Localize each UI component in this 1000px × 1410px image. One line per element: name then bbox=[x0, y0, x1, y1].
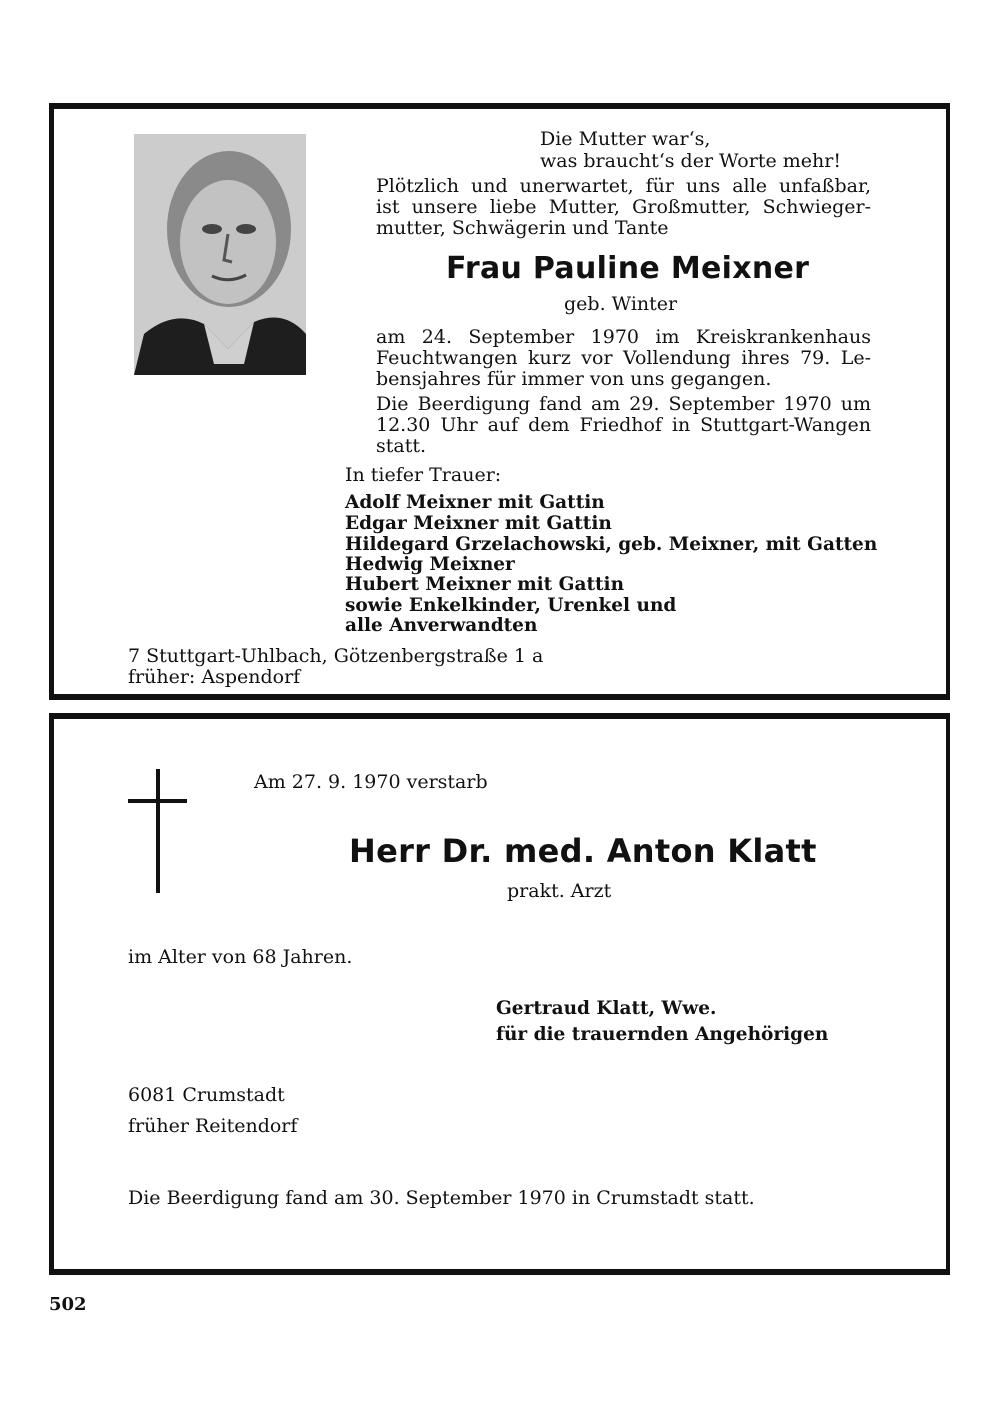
intro-line: Plötzlich und unerwartet, für uns alle unfaßbar, bbox=[376, 175, 871, 197]
death-text-line: am 24. September 1970 im Kreiskrankenhaus bbox=[376, 326, 871, 348]
address-line: früher: Aspendorf bbox=[128, 666, 301, 688]
mourner: alle Anverwandten bbox=[345, 615, 538, 636]
mourning-label: In tiefer Trauer: bbox=[345, 464, 502, 486]
obituary-notice-meixner bbox=[49, 103, 950, 700]
cross-icon-vertical bbox=[156, 769, 160, 893]
mourner: sowie Enkelkinder, Urenkel und bbox=[345, 595, 677, 616]
funeral-text: Die Beerdigung fand am 30. September 1970 in Crumstadt statt. bbox=[128, 1187, 755, 1209]
address-line: früher Reitendorf bbox=[128, 1115, 298, 1137]
funeral-text-line: 12.30 Uhr auf dem Friedhof in Stuttgart-Wangen bbox=[376, 414, 871, 436]
address-line: 7 Stuttgart-Uhlbach, Götzenbergstraße 1 a bbox=[128, 645, 544, 667]
mourner: Edgar Meixner mit Gattin bbox=[345, 513, 612, 534]
page-number: 502 bbox=[49, 1294, 87, 1315]
mourner: Adolf Meixner mit Gattin bbox=[345, 492, 605, 513]
intro-line: ist unsere liebe Mutter, Großmutter, Schwieger- bbox=[376, 196, 871, 218]
funeral-text-line: Die Beerdigung fand am 29. September 1970 um bbox=[376, 393, 871, 415]
signatory: Gertraud Klatt, Wwe. bbox=[496, 998, 717, 1019]
profession: prakt. Arzt bbox=[507, 880, 612, 902]
mourner: Hedwig Meixner bbox=[345, 554, 515, 575]
signatory: für die trauernden Angehörigen bbox=[496, 1024, 829, 1045]
portrait-image bbox=[134, 134, 306, 375]
poem-line: was braucht‘s der Worte mehr! bbox=[540, 150, 841, 172]
deceased-name: Frau Pauline Meixner bbox=[446, 251, 810, 286]
cross-icon-horizontal bbox=[128, 799, 187, 803]
deceased-name: Herr Dr. med. Anton Klatt bbox=[349, 832, 817, 870]
intro-line: mutter, Schwägerin und Tante bbox=[376, 217, 669, 239]
address-line: 6081 Crumstadt bbox=[128, 1084, 285, 1106]
death-intro: Am 27. 9. 1970 verstarb bbox=[254, 771, 488, 793]
portrait-photo bbox=[134, 134, 306, 375]
mourner: Hildegard Grzelachowski, geb. Meixner, mit Gatten bbox=[345, 534, 878, 555]
death-text-line: bensjahres für immer von uns gegangen. bbox=[376, 368, 772, 390]
death-text-line: Feuchtwangen kurz vor Vollendung ihres 79. Le- bbox=[376, 347, 871, 369]
mourner: Hubert Meixner mit Gattin bbox=[345, 574, 625, 595]
maiden-name: geb. Winter bbox=[564, 293, 678, 315]
age-text: im Alter von 68 Jahren. bbox=[128, 946, 353, 968]
obituary-notice-klatt bbox=[49, 713, 950, 1275]
poem-line: Die Mutter war‘s, bbox=[540, 128, 711, 150]
funeral-text-line: statt. bbox=[376, 435, 427, 457]
